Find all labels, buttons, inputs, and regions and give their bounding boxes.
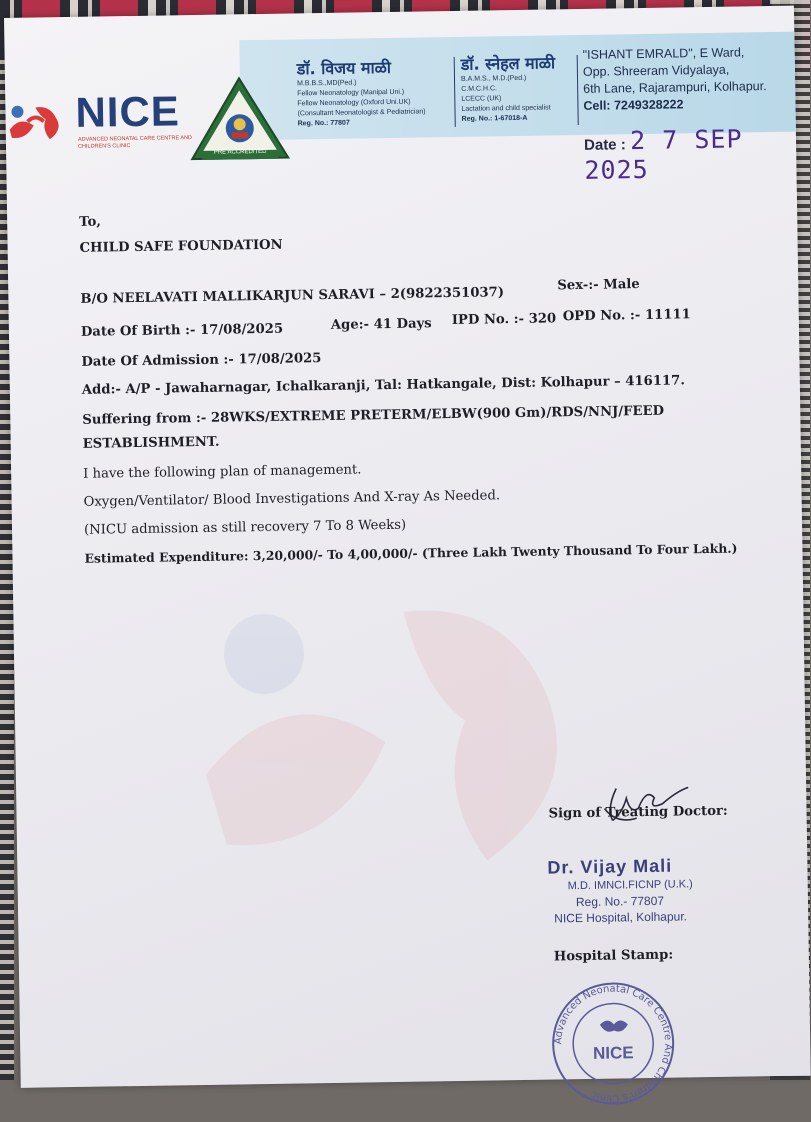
diagnosis-line: Suffering from :- 28WKS/EXTREME PRETERM/ELBW(900 Gm)/RDS/NNJ/FEED (82, 403, 665, 428)
address-line: 6th Lane, Rajarampuri, Kolhapur. (583, 79, 767, 96)
accreditation-badge (187, 74, 292, 166)
ipd-number: IPD No. :- 320 (451, 311, 557, 329)
date-stamp-value: 2 7 SEP 2025 (584, 124, 743, 185)
watermark-logo-icon (183, 569, 608, 876)
clinic-address (583, 44, 794, 115)
doctor1-line: Fellow Neonatology (Manipal Uni.) (297, 88, 405, 98)
doctor1-reg: Reg. No.: 77807 (297, 119, 350, 128)
patient-address: Add:- A/P - Jawaharnagar, Ichalkaranji, Tal: Hatkangale, Dist: Kolhapur – 416117. (81, 373, 686, 398)
logo-subtitle: ADVANCED NEONATAL CARE CENTRE AND CHILDREN'S CLINIC (77, 135, 193, 150)
date-of-admission: Date Of Admission :- 17/08/2025 (81, 351, 322, 370)
stamp-center-text: NICE (592, 1043, 634, 1063)
signature-block (546, 766, 788, 930)
doctor1-line: Fellow Neonatology (Oxford Uni.UK) (297, 98, 411, 108)
patient-age: Age:- 41 Days (330, 316, 432, 333)
doctor2-credentials (461, 51, 580, 125)
recipient-name: CHILD SAFE FOUNDATION (79, 237, 283, 256)
patient-name: B/O NEELAVATI MALLIKARJUN SARAVI – 2(9822351037) (80, 285, 505, 307)
baby-logo-icon (5, 99, 70, 144)
stamp-qualification: M.D. IMNCI.FICNP (U.K.) (567, 878, 693, 893)
estimated-expenditure: Estimated Expenditure: 3,20,000/- To 4,00,000/- (Three Lakh Twenty Thousand To Four Lakh.) (84, 540, 738, 566)
signature-label: Sign of Treating Doctor: (548, 803, 728, 822)
nice-logo (5, 87, 191, 170)
letter-paper (4, 6, 811, 1104)
date-of-birth: Date Of Birth :- 17/08/2025 (80, 321, 284, 340)
date-label: Date : (583, 136, 626, 154)
letter-date (584, 124, 797, 185)
plan-intro: I have the following plan of management. (83, 462, 362, 482)
address-line: "ISHANT EMRALD", E Ward, (582, 45, 745, 62)
salutation: To, (79, 214, 102, 230)
doctor2-name: डॉ. स्नेहल माळी (460, 53, 556, 74)
doctor2-line: Lactation and child specialist (461, 104, 551, 113)
diagnosis-line: ESTABLISHMENT. (82, 434, 220, 452)
plan-item: Oxygen/Ventilator/ Blood Investigations And X-ray As Needed. (83, 488, 501, 510)
stamp-reg-no: Reg. No.- 77807 (575, 893, 665, 910)
stamp-ring-text: Advanced Neonatal Care Centre And Children's Clinic (553, 983, 674, 1104)
opd-number: OPD No. :- 11111 (562, 307, 691, 325)
logo-wordmark: NICE (75, 87, 181, 136)
stamp-doctor-name: Dr. Vijay Mali (547, 855, 673, 878)
clinic-phone: Cell: 7249328222 (583, 97, 684, 113)
doctor2-line: LCECC (UK) (461, 95, 502, 103)
doctor2-reg: Reg. No.: 1-67018-A (461, 114, 528, 123)
hospital-stamp (547, 978, 679, 1110)
handwritten-signature-icon (576, 767, 697, 839)
address-line: Opp. Shreeram Vidyalaya, (582, 62, 730, 79)
doctor1-name: डॉ. विजय माळी (296, 57, 392, 79)
doctor2-line: C.M.C.H.C. (461, 85, 498, 93)
plan-item: (NICU admission as still recovery 7 To 8 Weeks) (83, 517, 407, 538)
stamp-hospital: NICE Hospital, Kolhapur. (554, 909, 688, 926)
patient-sex: Sex-:- Male (557, 277, 640, 294)
doctor1-line: (Consultant Neonatologist & Pediatrician) (297, 108, 426, 118)
doctor-stamp (547, 855, 693, 926)
hospital-stamp-label: Hospital Stamp: (553, 947, 674, 965)
accreditation-label: PRE ACCREDITED (213, 148, 267, 156)
doctor1-line: M.B.B.S.,MD(Ped.) (297, 79, 357, 88)
doctor2-line: B.A.M.S., M.D.(Ped.) (460, 74, 527, 83)
doctor1-credentials (297, 55, 458, 130)
